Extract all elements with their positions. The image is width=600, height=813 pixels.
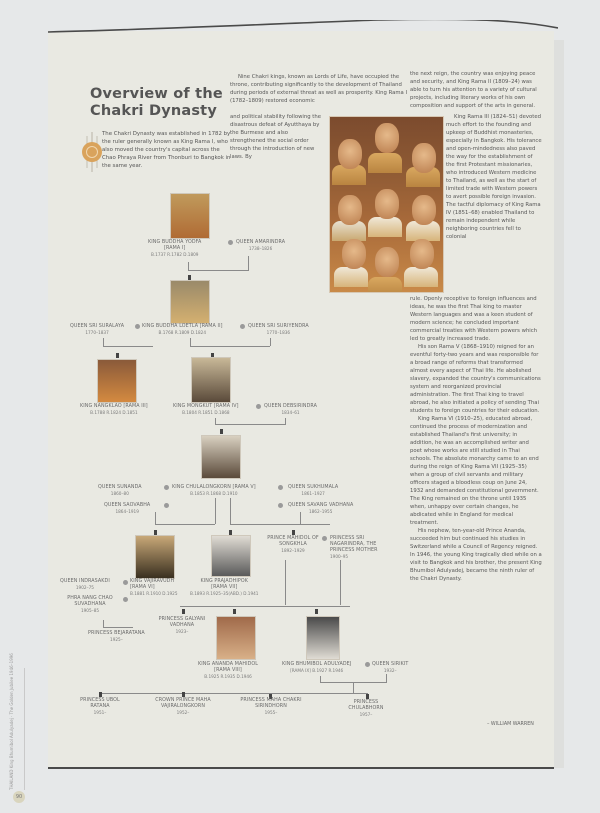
label-queen-saovabha: QUEEN SAOVABHA 1864–1919 [104, 503, 151, 514]
spouse-dot [278, 485, 283, 490]
running-footer: THAILAND King Bhumibol Adulyadej · The Golden Jubilee 1946–1996 [9, 653, 14, 790]
attribution: – WILLIAM WARREN [487, 722, 534, 727]
spouse-dot [123, 580, 128, 585]
page-edge-shadow [554, 40, 564, 768]
label-rama-1: KING BUDDHA YODFA [RAMA I] B.1737 R.1782 D.1809 [148, 240, 202, 257]
label-queen-sukhumala: QUEEN SUKHUMALA 1861–1927 [288, 485, 339, 496]
portrait-rama-8 [216, 616, 256, 660]
label-queen-sri-suriyendra: QUEEN SRI SURIYENDRA 1770–1836 [248, 324, 309, 335]
spouse-dot [164, 485, 169, 490]
label-princess-sirindhorn: PRINCESS MAHA CHAKRI SIRINDHORN 1955– [240, 698, 302, 715]
label-rama-9: KING BHUMIBOL ADULYADEJ [RAMA IX] B.1927 R.1946 [282, 662, 352, 673]
label-princess-galyani: PRINCESS GALYANI VADHANA 1923– [158, 617, 206, 634]
label-rama-6: KING VAJIRAVUDH [RAMA VI] B.1881 R.1910 D.1925 [130, 579, 178, 596]
spouse-dot [240, 324, 245, 329]
label-queen-savang-vadhana: QUEEN SAVANG VADHANA 1862–1955 [288, 503, 354, 514]
label-phra-nang-chao-suvadhana: PHRA NANG CHAO SUVADHANA 1905–85 [67, 596, 113, 613]
portrait-rama-3 [97, 359, 137, 403]
bottom-rule [48, 767, 554, 769]
portrait-rama-6 [135, 535, 175, 579]
label-rama-2: KING BUDDHA LOETLA [RAMA II] B.1768 R.1809 D.1824 [142, 324, 223, 335]
label-princess-bejaratana: PRINCESS BEJARATANA 1925– [88, 631, 145, 642]
body-column-1-top: Nine Chakri kings, known as Lords of Life, have occupied the throne, contributing significantly to the development of Thailand during periods of external threat as well as prosperity. King Rama I (1782–1809) restored economic [230, 74, 408, 104]
label-princess-chulabhorn: PRINCESS CHULABHORN 1957– [348, 700, 384, 717]
spouse-dot [322, 536, 327, 541]
sidebar-rule [24, 668, 25, 790]
spouse-dot [135, 324, 140, 329]
spouse-dot [256, 404, 261, 409]
body-column-2-top: the next reign, the country was enjoying peace and security, and King Rama II (1809–24) was able to turn his attention to a variety of cultural projects, including literary works of his own composition and support of the arts in general. [410, 71, 537, 109]
label-queen-sunanda: QUEEN SUNANDA 1860–80 [98, 485, 142, 496]
body-column-2-narrow: King Rama III (1824–51) devoted much effort to the founding and upkeep of Buddhist monasteries, especially in Bangkok. His tolerance and open-mindedness also paved the way for the establishment of the first Protestant missionaries, who introduced Western medicine to Thailand, as well as the start of limited trade with Western powers to avert possible foreign invasion. The tactful diplomacy of King Rama IV (1851–68) enabled Thailand to remain independent while neighboring countries fell to colonial [446, 114, 542, 240]
portrait-rama-5 [201, 435, 241, 479]
label-prince-mahidol: PRINCE MAHIDOL OF SONGKHLA 1892–1929 [267, 536, 319, 553]
nine-kings-painting [329, 116, 444, 293]
label-rama-4: KING MONGKUT [RAMA IV] B.1804 R.1851 D.1868 [173, 404, 239, 415]
portrait-rama-2 [170, 280, 210, 324]
spouse-dot [123, 597, 128, 602]
label-princess-ubol-ratana: PRINCESS UBOL RATANA 1951– [80, 698, 120, 715]
body-column-2-main: rule. Openly receptive to foreign influences and ideas, he was the first Thai king to master Western languages and was a keen student of modern science; he concluded important commercial treaties with Western powers which led to greatly increased trade. His son Rama V (1868–1910) reigned for an eventful forty-two years and was responsible for a broad range of reforms that transformed almost every aspect of Thai life. He abolished slavery, expanded the country's communications system and reorganized provincial administration. The first Thai king to travel abroad, he also initiated a policy of sending Thai students to foreign countries for their education. King Rama VI (1910–25), educated abroad, continued the process of modernization and established Thailand's first university; in addition, he was an accomplished writer and poet whose works are still studied in Thai schools. The absolute monarchy came to an end during the reign of King Rama VII (1925–35) when a group of civil servants and military officers staged a bloodless coup on June 24, 1932 and demanded constitutional government. The King remained on the throne until 1935 when, unhappy over certain changes, he abdicated while in England for medical treatment. His nephew, ten-year-old Prince Ananda, succeeded him but continued his studies in Switzerland while a Council of Regency reigned. In 1946, the young King tragically died while on a visit to Bangkok and his brother, the present King Bhumibol Adulyadej, became the ninth ruler of the Chakri Dynasty. [410, 296, 542, 582]
spouse-dot [164, 503, 169, 508]
label-princess-mother: PRINCESS SRI NAGARINDRA, THE PRINCESS MOTHER 1900–95 [330, 536, 378, 559]
spouse-dot [365, 662, 370, 667]
label-rama-8: KING ANANDA MAHIDOL [RAMA VIII] B.1925 R.1935 D.1946 [198, 662, 259, 679]
portrait-rama-9 [306, 616, 340, 660]
page-number: 90 [13, 791, 25, 803]
portrait-rama-4 [191, 357, 231, 403]
body-column-1-narrow: and political stability following the disastrous defeat of Ayutthaya by the Burmese and also strengthened the social order through the introduction of new laws. By [230, 114, 322, 160]
label-crown-prince-vajiralongkorn: CROWN PRINCE MAHA VAJIRALONGKORN 1952– [155, 698, 211, 715]
page-title: Overview of the Chakri Dynasty [90, 86, 223, 119]
label-queen-indrasakdi: QUEEN INDRASAKDI 1902–75 [60, 579, 110, 590]
label-rama-3: KING NANGKLAO [RAMA III] B.1788 R.1824 D.1851 [80, 404, 148, 415]
intro-paragraph: The Chakri Dynasty was established in 1782 by the ruler generally known as King Rama I, who also moved the country's capital across the Chao Phraya River from Thonburi to Bangkok in the same year. [102, 131, 231, 170]
spouse-dot [228, 240, 233, 245]
portrait-rama-1 [170, 193, 210, 239]
label-queen-sirikit: QUEEN SIRIKIT 1932– [372, 662, 409, 673]
top-curve-rule [48, 20, 558, 40]
label-queen-amarindra: QUEEN AMARINDRA 1738–1826 [236, 240, 286, 251]
label-queen-debsirindra: QUEEN DEBSIRINDRA 1834–61 [264, 404, 318, 415]
portrait-rama-7 [211, 535, 251, 577]
spouse-dot [278, 503, 283, 508]
label-rama-7: KING PRAJADHIPOK [RAMA VII] B.1893 R.1925–35(ABD.) D.1941 [190, 579, 259, 596]
label-queen-sri-suralaya: QUEEN SRI SURALAYA 1770–1837 [70, 324, 125, 335]
label-rama-5: KING CHULALONGKORN [RAMA V] B.1853 R.1868 D.1910 [172, 485, 256, 496]
